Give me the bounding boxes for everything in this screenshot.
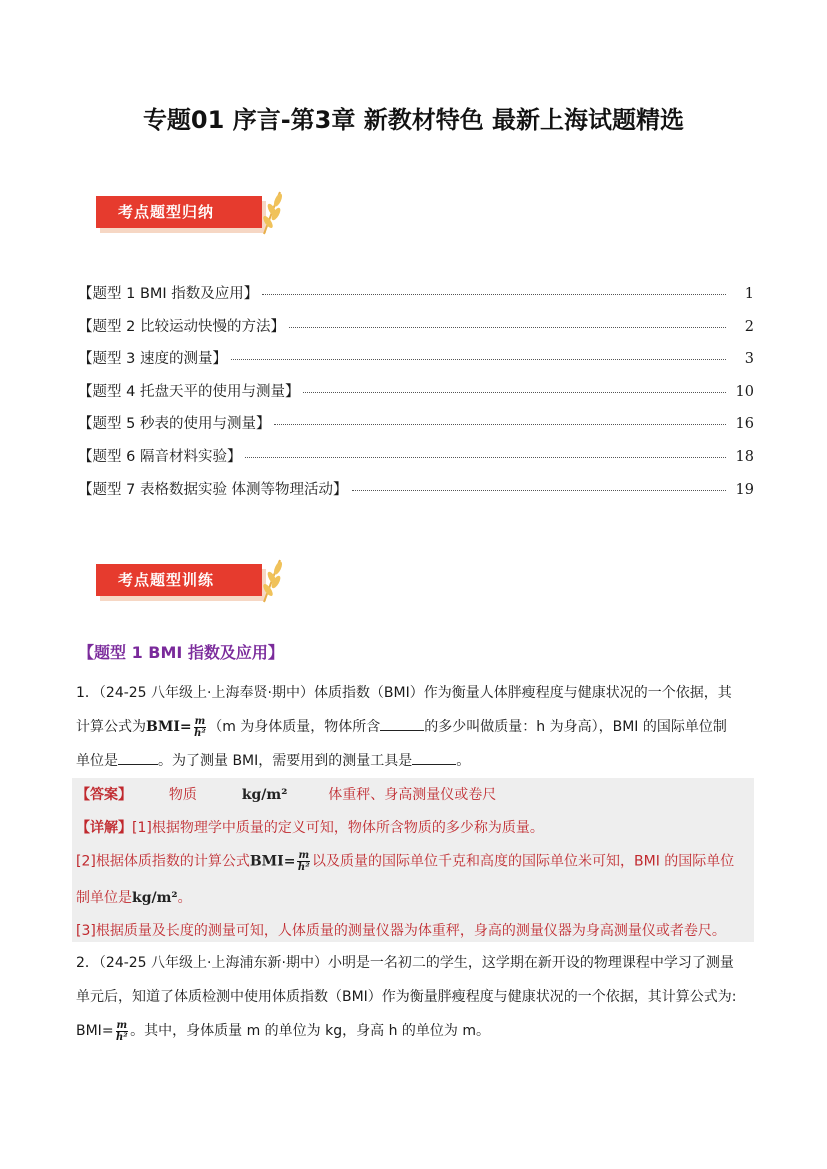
- question-line: 单元后，知道了体质检测中使用体质指数（BMI）作为衡量胖瘦程度与健康状况的一个依据，其计算公式为:: [76, 989, 737, 1005]
- toc-item[interactable]: 【题型 6 隔音材料实验】 18: [78, 448, 754, 465]
- toc-item[interactable]: 【题型 2 比较运动快慢的方法】 2: [78, 318, 754, 335]
- question-line: 2．（24-25 八年级上·上海浦东新·期中）小明是一名初二的学生，这学期在新开设的物理课程中学习了测量: [76, 955, 734, 971]
- section-banner-summary: [96, 188, 286, 238]
- answer-blank[interactable]: [118, 748, 158, 765]
- detail-line: [3]根据质量及长度的测量可知，人体质量的测量仪器为体重秤，身高的测量仪器为身高测量仪或者卷尺。: [76, 923, 726, 939]
- formula-fraction: $\frac{m}{\text{h²}}$: [297, 850, 310, 873]
- detail-line: 制单位是kg/m²。: [76, 890, 192, 906]
- question-1: [76, 676, 756, 778]
- toc-item[interactable]: 【题型 3 速度的测量】 3: [78, 351, 754, 368]
- detail-line: [2]根据体质指数的计算公式BMI= $\frac{m}{\text{h²}}$ 以及质量的国际单位千克和高度的国际单位米可知，BMI 的国际单位: [76, 850, 735, 873]
- page-title: 专题01 序言-第3章 新教材特色 最新上海试题精选: [142, 106, 685, 134]
- toc-item[interactable]: 【题型 1 BMI 指数及应用】 1: [78, 286, 754, 302]
- toc-item[interactable]: 【题型 5 秒表的使用与测量】 16: [78, 416, 754, 433]
- answer-line: 【答案】 物质 kg/m² 体重秤、身高测量仪或卷尺: [76, 787, 497, 803]
- question-line: 1．（24-25 八年级上·上海奉贤·期中）体质指数（BMI）作为衡量人体胖瘦程度与健康状况的一个依据，其: [76, 685, 732, 701]
- question-2: [76, 946, 756, 1048]
- detail-line: 【详解】[1]根据物理学中质量的定义可知，物体所含物质的多少称为质量。: [76, 820, 544, 836]
- table-of-contents: [78, 282, 754, 510]
- wheat-icon: [256, 556, 286, 606]
- banner-label: 考点题型归纳: [96, 196, 262, 228]
- question-line: BMI= $\frac{m}{\text{h²}}$ 。其中，身体质量 m 的单位为 kg，身高 h 的单位为 m。: [76, 1019, 490, 1043]
- question-line: 计算公式为BMI= $\frac{m}{\text{h²}}$ （m 为身体质量，物体所含 的多少叫做质量：h 为身高），BMI 的国际单位制: [76, 715, 727, 739]
- question-line: 单位是 。为了测量 BMI，需要用到的测量工具是 。: [76, 744, 756, 778]
- section-heading: 【题型 1 BMI 指数及应用】: [78, 643, 284, 662]
- toc-item[interactable]: 【题型 7 表格数据实验 体测等物理活动】 19: [78, 481, 754, 498]
- wheat-icon: [256, 188, 286, 238]
- section-banner-practice: [96, 556, 286, 606]
- toc-item[interactable]: 【题型 4 托盘天平的使用与测量】 10: [78, 383, 754, 400]
- formula-fraction: $\frac{m}{\text{h²}}$: [194, 715, 206, 739]
- answer-blank[interactable]: [380, 714, 424, 731]
- formula-fraction: $\frac{m}{\text{h²}}$: [116, 1019, 128, 1043]
- banner-label: 考点题型训练: [96, 564, 262, 596]
- answer-blank[interactable]: [412, 748, 456, 765]
